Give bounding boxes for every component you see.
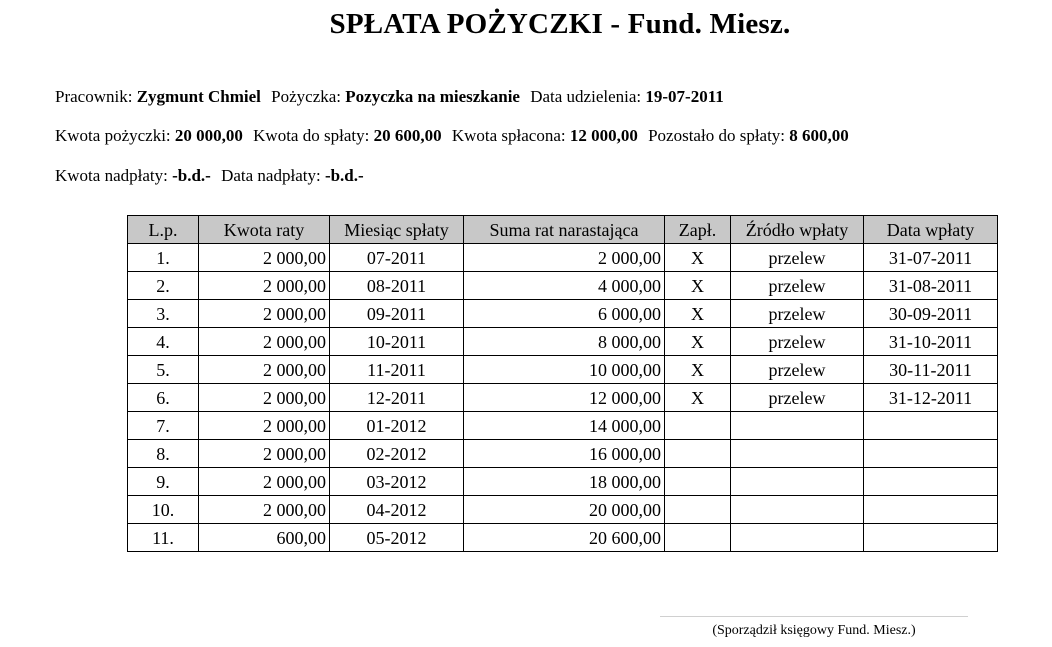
cell-zapl: X <box>665 356 731 384</box>
cell-zapl <box>665 524 731 552</box>
cell-lp: 11. <box>128 524 199 552</box>
cell-zapl: X <box>665 384 731 412</box>
cell-zrodlo: przelew <box>731 300 864 328</box>
cell-suma: 8 000,00 <box>464 328 665 356</box>
loan-value: Pozyczka na mieszkanie <box>345 87 520 106</box>
table-row <box>128 356 998 384</box>
cell-lp: 8. <box>128 440 199 468</box>
cell-zrodlo: przelew <box>731 356 864 384</box>
table-row <box>128 244 998 272</box>
cell-zrodlo: przelew <box>731 272 864 300</box>
cell-suma: 20 600,00 <box>464 524 665 552</box>
cell-lp: 7. <box>128 412 199 440</box>
cell-kwota: 600,00 <box>199 524 330 552</box>
cell-miesiac: 03-2012 <box>330 468 464 496</box>
cell-zapl: X <box>665 300 731 328</box>
cell-zrodlo: przelew <box>731 384 864 412</box>
cell-miesiac: 07-2011 <box>330 244 464 272</box>
cell-miesiac: 10-2011 <box>330 328 464 356</box>
cell-data <box>864 496 998 524</box>
table-row <box>128 412 998 440</box>
table-row <box>128 524 998 552</box>
header-miesiac: Miesiąc spłaty <box>330 216 464 244</box>
cell-miesiac: 04-2012 <box>330 496 464 524</box>
cell-miesiac: 01-2012 <box>330 412 464 440</box>
table-row <box>128 496 998 524</box>
cell-data: 31-10-2011 <box>864 328 998 356</box>
table-row <box>128 468 998 496</box>
cell-suma: 4 000,00 <box>464 272 665 300</box>
cell-zrodlo <box>731 468 864 496</box>
cell-suma: 2 000,00 <box>464 244 665 272</box>
cell-lp: 9. <box>128 468 199 496</box>
cell-lp: 4. <box>128 328 199 356</box>
remaining-value: 8 600,00 <box>789 126 849 145</box>
grant-date-label: Data udzielenia: <box>530 87 642 106</box>
overpay-label: Kwota nadpłaty: <box>55 166 168 185</box>
cell-suma: 6 000,00 <box>464 300 665 328</box>
cell-zapl <box>665 468 731 496</box>
cell-zrodlo: przelew <box>731 328 864 356</box>
cell-suma: 16 000,00 <box>464 440 665 468</box>
cell-kwota: 2 000,00 <box>199 412 330 440</box>
cell-zrodlo: przelew <box>731 244 864 272</box>
cell-kwota: 2 000,00 <box>199 300 330 328</box>
amount-value: 20 000,00 <box>174 126 243 145</box>
overpay-date-label: Data nadpłaty: <box>221 166 321 185</box>
cell-data <box>864 440 998 468</box>
table-row <box>128 272 998 300</box>
signature-line <box>660 616 968 617</box>
header-kwota: Kwota raty <box>199 216 330 244</box>
header-lp: L.p. <box>128 216 199 244</box>
cell-kwota: 2 000,00 <box>199 384 330 412</box>
page-title: SPŁATA POŻYCZKI - Fund. Miesz. <box>329 8 791 40</box>
cell-zapl: X <box>665 244 731 272</box>
table-row <box>128 440 998 468</box>
repaid-value: 12 000,00 <box>569 126 638 145</box>
cell-suma: 18 000,00 <box>464 468 665 496</box>
cell-lp: 10. <box>128 496 199 524</box>
info-line-overpayment <box>55 166 370 186</box>
info-line-employee <box>55 87 730 107</box>
info-line-amounts <box>55 126 855 146</box>
cell-zapl <box>665 412 731 440</box>
cell-data <box>864 468 998 496</box>
overpay-date-value: -b.d.- <box>324 166 364 185</box>
cell-lp: 1. <box>128 244 199 272</box>
cell-kwota: 2 000,00 <box>199 468 330 496</box>
remaining-label: Pozostało do spłaty: <box>648 126 786 145</box>
cell-miesiac: 05-2012 <box>330 524 464 552</box>
overpay-value: -b.d.- <box>172 166 211 185</box>
cell-miesiac: 02-2012 <box>330 440 464 468</box>
amount-label: Kwota pożyczki: <box>55 126 171 145</box>
repaid-label: Kwota spłacona: <box>451 126 566 145</box>
cell-miesiac: 08-2011 <box>330 272 464 300</box>
cell-zapl <box>665 440 731 468</box>
cell-lp: 5. <box>128 356 199 384</box>
cell-kwota: 2 000,00 <box>199 328 330 356</box>
table-row <box>128 384 998 412</box>
cell-suma: 10 000,00 <box>464 356 665 384</box>
employee-value: Zygmunt Chmiel <box>136 87 261 106</box>
table-row <box>128 328 998 356</box>
table-row <box>128 300 998 328</box>
employee-label: Pracownik: <box>55 87 133 106</box>
cell-lp: 3. <box>128 300 199 328</box>
to-repay-value: 20 600,00 <box>373 126 442 145</box>
cell-suma: 12 000,00 <box>464 384 665 412</box>
header-suma: Suma rat narastająca <box>464 216 665 244</box>
cell-kwota: 2 000,00 <box>199 272 330 300</box>
payments-table <box>127 215 998 552</box>
cell-data: 30-11-2011 <box>864 356 998 384</box>
header-zapl: Zapł. <box>665 216 731 244</box>
cell-lp: 6. <box>128 384 199 412</box>
signature-caption: (Sporządził księgowy Fund. Miesz.) <box>712 623 916 638</box>
header-zrodlo: Źródło wpłaty <box>731 216 864 244</box>
cell-suma: 14 000,00 <box>464 412 665 440</box>
cell-miesiac: 12-2011 <box>330 384 464 412</box>
cell-kwota: 2 000,00 <box>199 440 330 468</box>
header-data: Data wpłaty <box>864 216 998 244</box>
cell-kwota: 2 000,00 <box>199 244 330 272</box>
cell-miesiac: 11-2011 <box>330 356 464 384</box>
cell-zapl: X <box>665 328 731 356</box>
cell-suma: 20 000,00 <box>464 496 665 524</box>
cell-zrodlo <box>731 440 864 468</box>
cell-zapl: X <box>665 272 731 300</box>
cell-zapl <box>665 496 731 524</box>
loan-label: Pożyczka: <box>271 87 342 106</box>
cell-zrodlo <box>731 496 864 524</box>
cell-kwota: 2 000,00 <box>199 356 330 384</box>
to-repay-label: Kwota do spłaty: <box>253 126 370 145</box>
cell-zrodlo <box>731 412 864 440</box>
cell-data: 30-09-2011 <box>864 300 998 328</box>
cell-data: 31-07-2011 <box>864 244 998 272</box>
cell-data <box>864 524 998 552</box>
cell-data: 31-12-2011 <box>864 384 998 412</box>
cell-data <box>864 412 998 440</box>
cell-lp: 2. <box>128 272 199 300</box>
cell-data: 31-08-2011 <box>864 272 998 300</box>
cell-miesiac: 09-2011 <box>330 300 464 328</box>
cell-zrodlo <box>731 524 864 552</box>
table-header-row <box>128 216 998 244</box>
grant-date-value: 19-07-2011 <box>645 87 724 106</box>
cell-kwota: 2 000,00 <box>199 496 330 524</box>
